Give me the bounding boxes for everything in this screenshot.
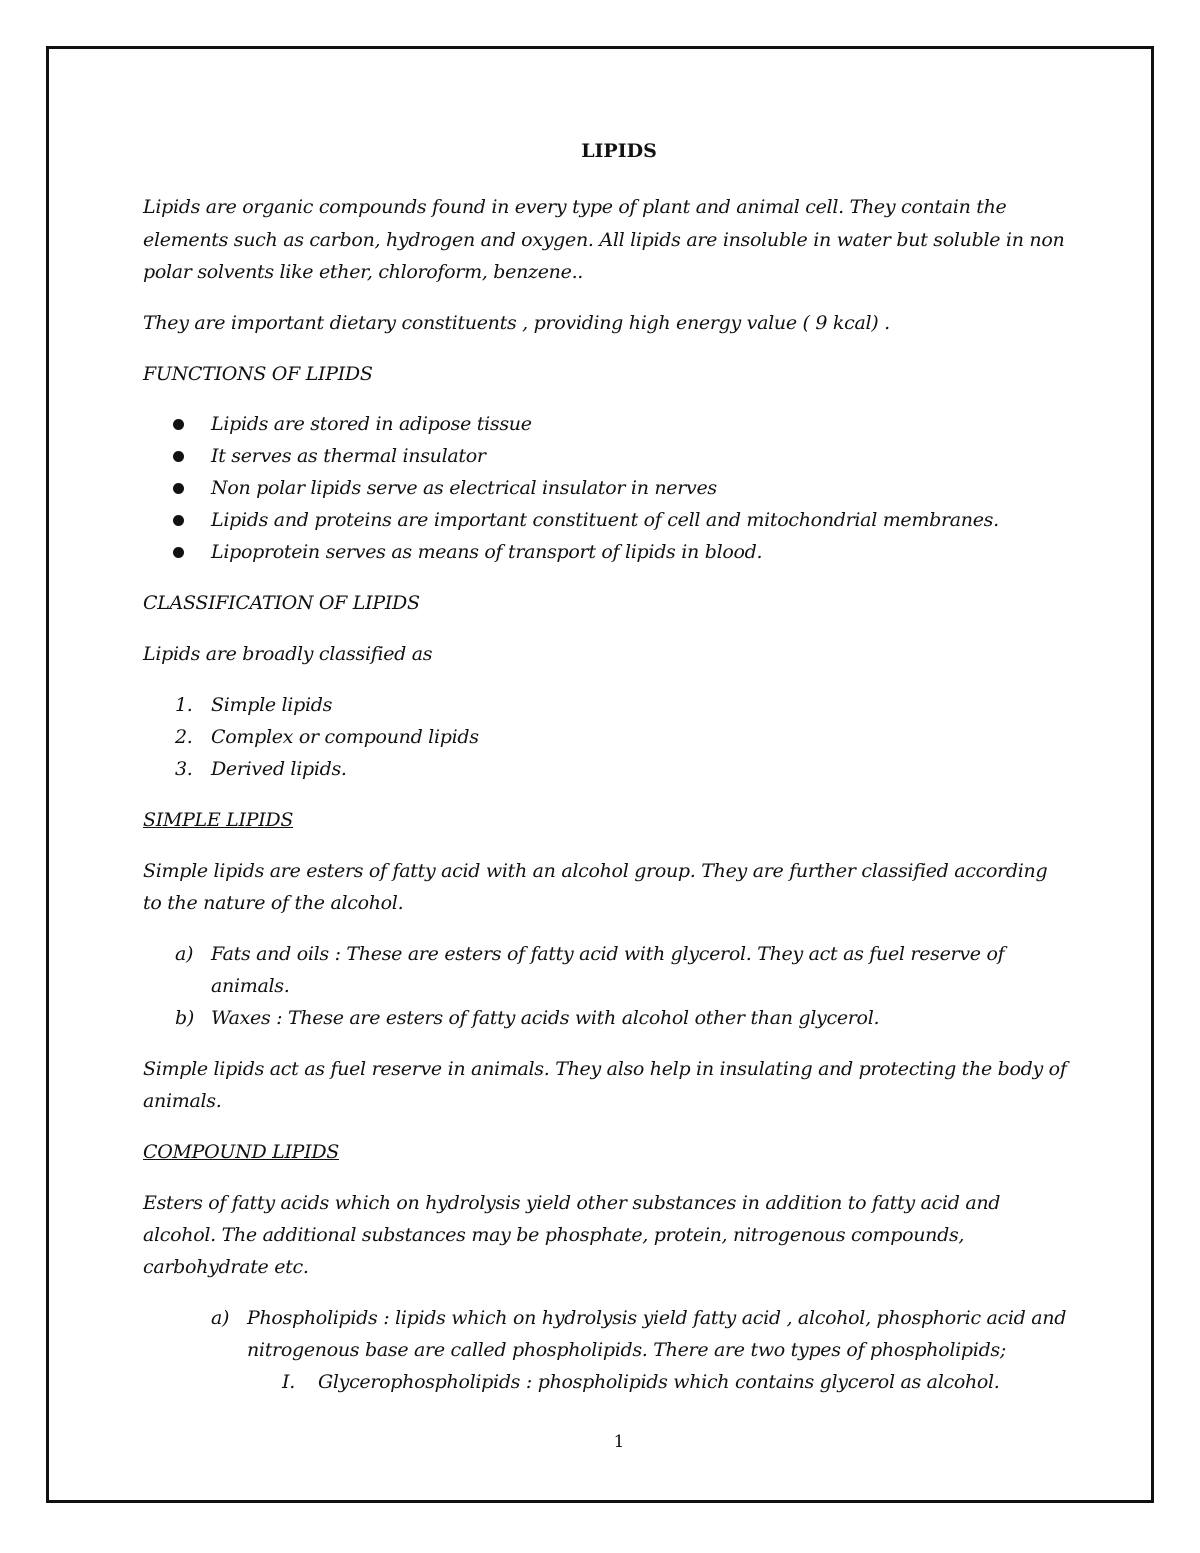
bullet-icon — [173, 483, 185, 495]
list-item: Non polar lipids serve as electrical insulator in nerves — [211, 477, 717, 499]
list-marker: b) — [175, 1007, 194, 1029]
list-number: 2. — [175, 726, 193, 748]
list-marker: a) — [175, 943, 194, 965]
compound-intro-line-3: carbohydrate etc. — [143, 1256, 309, 1278]
list-number: 1. — [175, 694, 193, 716]
list-item: Complex or compound lipids — [211, 726, 479, 748]
sub-list-item: Glycerophospholipids : phospholipids which contains glycerol as alcohol. — [318, 1371, 1000, 1393]
bullet-icon — [173, 419, 185, 431]
list-item: Derived lipids. — [211, 758, 347, 780]
page-number: 1 — [613, 1432, 625, 1452]
simple-intro-line-1: Simple lipids are esters of fatty acid with an alcohol group. They are further classified according — [143, 860, 1048, 882]
simple-intro-line-2: to the nature of the alcohol. — [143, 892, 404, 914]
list-item: Simple lipids — [211, 694, 333, 716]
list-item-continuation: nitrogenous base are called phospholipids. There are two types of phospholipids; — [247, 1339, 1006, 1361]
energy-paragraph: They are important dietary constituents , providing high energy value ( 9 kcal) . — [143, 312, 890, 334]
bullet-icon — [173, 515, 185, 527]
list-item: Lipoprotein serves as means of transport of lipids in blood. — [211, 541, 763, 563]
simple-summary-line-1: Simple lipids act as fuel reserve in animals. They also help in insulating and protecting the body of — [143, 1058, 1067, 1080]
roman-marker: I. — [282, 1371, 295, 1393]
list-number: 3. — [175, 758, 193, 780]
list-item: Fats and oils : These are esters of fatty acid with glycerol. They act as fuel reserve of — [211, 943, 1005, 965]
list-marker: a) — [211, 1307, 230, 1329]
document-title: LIPIDS — [581, 140, 657, 162]
compound-intro-line-2: alcohol. The additional substances may be phosphate, protein, nitrogenous compounds, — [143, 1224, 965, 1246]
bullet-icon — [173, 451, 185, 463]
intro-line-1: Lipids are organic compounds found in every type of plant and animal cell. They contain the — [143, 196, 1007, 218]
bullet-icon — [173, 547, 185, 559]
intro-line-3: polar solvents like ether, chloroform, benzene.. — [143, 261, 584, 283]
simple-lipids-heading: SIMPLE LIPIDS — [143, 809, 294, 831]
list-item: Lipids and proteins are important constituent of cell and mitochondrial membranes. — [211, 509, 999, 531]
list-item: Lipids are stored in adipose tissue — [211, 413, 532, 435]
classification-heading: CLASSIFICATION OF LIPIDS — [143, 592, 420, 614]
compound-intro-line-1: Esters of fatty acids which on hydrolysis yield other substances in addition to fatty acid and — [143, 1192, 1001, 1214]
classification-intro: Lipids are broadly classified as — [143, 643, 433, 665]
compound-lipids-heading: COMPOUND LIPIDS — [143, 1141, 340, 1163]
list-item: Waxes : These are esters of fatty acids with alcohol other than glycerol. — [211, 1007, 880, 1029]
simple-summary-line-2: animals. — [143, 1090, 222, 1112]
functions-heading: FUNCTIONS OF LIPIDS — [143, 363, 373, 385]
list-item: Phospholipids : lipids which on hydrolysis yield fatty acid , alcohol, phosphoric acid and — [247, 1307, 1067, 1329]
list-item-continuation: animals. — [211, 975, 290, 997]
list-item: It serves as thermal insulator — [211, 445, 486, 467]
intro-line-2: elements such as carbon, hydrogen and oxygen. All lipids are insoluble in water but soluble in non — [143, 229, 1065, 251]
